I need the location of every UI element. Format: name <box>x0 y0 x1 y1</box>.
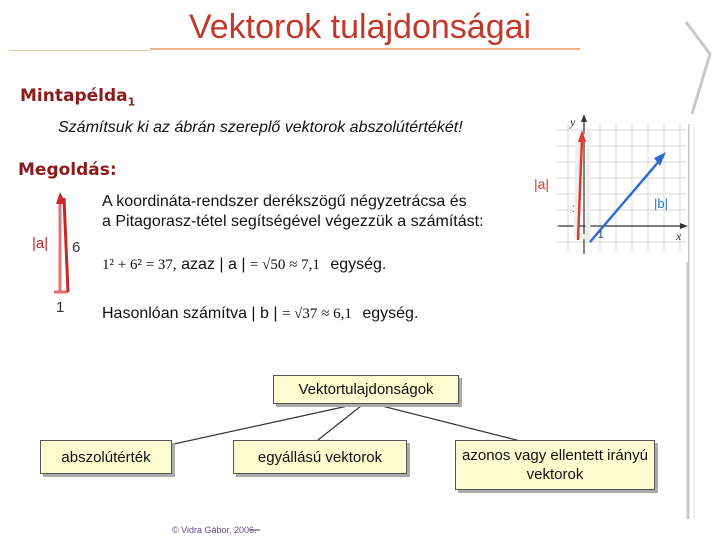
graph-vector-b-label: |b| <box>654 196 668 211</box>
solution-line-1: A koordináta-rendszer derékszögű négyzetrácsa és <box>102 193 467 210</box>
concept-root: Vektortulajdonságok <box>273 375 459 404</box>
graph-tick-x: 1 <box>598 230 604 241</box>
formula-1-equation: 1² + 6² = 37, <box>102 257 177 273</box>
formula-2-unit: egység. <box>362 305 419 323</box>
triangle-vector-label: |a| <box>32 235 49 252</box>
graph-y-label: y <box>570 115 576 129</box>
solution-heading: Megoldás: <box>18 160 117 180</box>
formula-1-text: azaz | a | <box>181 256 246 274</box>
task-text: Számítsuk ki az ábrán szereplő vektorok abszolútértékét! <box>58 119 463 136</box>
graph-vector-a-label: |a| <box>534 176 550 192</box>
example-index: 1 <box>127 95 136 109</box>
example-heading-text: Mintapélda <box>20 86 128 106</box>
footer-copyright: © Vidra Gábor, 2006. <box>172 525 257 535</box>
triangle-side-1: 1 <box>56 299 65 316</box>
solution-line-2: a Pitagorasz-tétel segítségével végezzük a számítást: <box>102 213 484 230</box>
formula-1-result: = √50 ≈ 7,1 <box>249 257 320 273</box>
formula-2-text: Hasonlóan számítva | b | <box>102 305 278 323</box>
formula-2-result: = √37 ≈ 6,1 <box>281 306 352 322</box>
concept-abszolutertek: abszolútérték <box>40 440 172 474</box>
page-title: Vektorok tulajdonságai <box>188 8 532 46</box>
concept-azonos-vagy-ellentett: azonos vagy ellentett irányú vektorok <box>455 440 655 490</box>
graph-tick-y: 1 <box>572 204 578 215</box>
formula-1-unit: egység. <box>330 256 387 274</box>
graph-x-label: x <box>676 229 682 243</box>
triangle-side-6: 6 <box>72 239 81 256</box>
concept-egyallasu-vektorok: egyállású vektorok <box>233 440 407 474</box>
